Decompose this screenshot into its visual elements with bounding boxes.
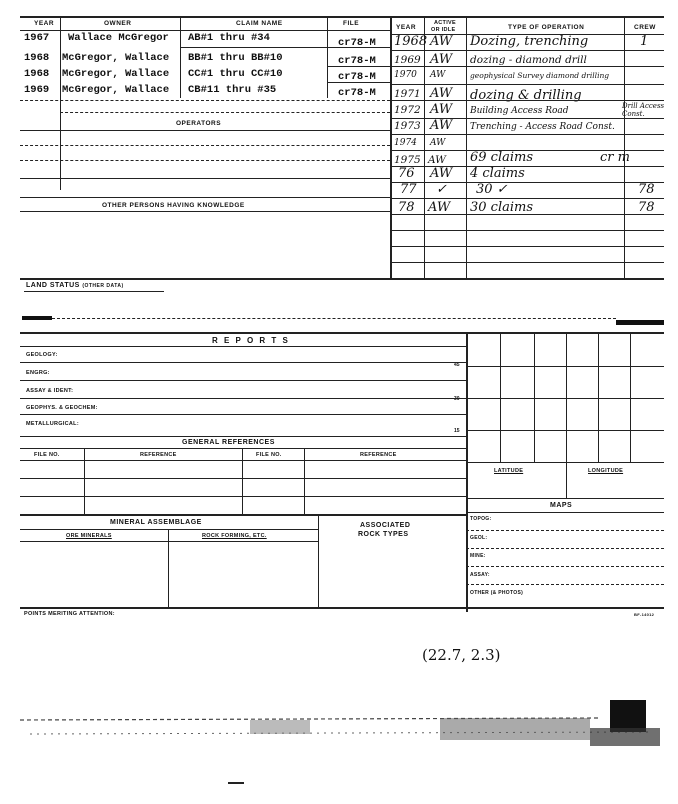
activity-year: 1969: [394, 54, 421, 66]
mineral-assemblage-label: MINERAL ASSEMBLAGE: [110, 519, 202, 526]
report-mark: 15: [454, 428, 460, 434]
refs-col-divider: [84, 448, 85, 514]
associated-label: ASSOCIATED: [360, 522, 411, 529]
ore-minerals-label: ORE MINERALS: [66, 533, 112, 539]
claim-name: AB#1 thru #34: [188, 32, 270, 44]
grid-line: [500, 332, 501, 462]
refs-header-reference: REFERENCE: [360, 452, 397, 458]
grid-line: [466, 462, 664, 463]
grid-line: [598, 332, 599, 462]
scan-mark: [22, 316, 52, 320]
activity-status: AW: [430, 118, 453, 133]
land-status-title: LAND STATUS: [26, 282, 80, 289]
rock-types-label: ROCK TYPES: [358, 531, 409, 538]
activity-type: dozing & drilling: [470, 88, 582, 103]
activity-crew: 1: [640, 34, 649, 49]
rock-forming-label: ROCK FORMING, ETC.: [202, 533, 267, 539]
activity-rule: [390, 182, 664, 183]
row-rule: [180, 47, 390, 48]
report-mark: 45: [454, 362, 460, 368]
claim-owner: Wallace McGregor: [68, 32, 169, 44]
activity-status: AW: [430, 138, 446, 148]
top-border: [20, 16, 664, 18]
scan-noise: [0, 690, 678, 800]
refs-rule: [20, 496, 466, 497]
col-divider: [180, 18, 181, 98]
top-section-bottom: [20, 278, 664, 280]
maps-header-rule: [466, 512, 664, 513]
report-rule: [20, 398, 466, 399]
form-number: BF-14012: [634, 612, 655, 617]
claims-header-claim-name: CLAIM NAME: [236, 20, 283, 27]
other-persons-label: OTHER PERSONS HAVING KNOWLEDGE: [102, 202, 245, 209]
col-divider: [60, 18, 61, 130]
claim-file: cr78-M: [338, 37, 376, 49]
activity-rule: [390, 50, 664, 51]
report-engrg: ENGRG:: [26, 370, 50, 376]
reports-top-border: [20, 332, 664, 334]
activity-status: ✓: [436, 182, 447, 197]
report-geology: GEOLOGY:: [26, 352, 58, 358]
operators-line: [20, 160, 390, 161]
activity-header-idle: OR IDLE: [431, 27, 456, 33]
maps-rule: [466, 584, 664, 585]
refs-header-file-no: FILE NO.: [34, 452, 60, 458]
mineral-header-rule: [20, 541, 318, 542]
general-refs-label: GENERAL REFERENCES: [182, 439, 275, 446]
activity-header-crew: CREW: [634, 24, 656, 31]
land-status-sub: (OTHER DATA): [82, 283, 124, 289]
reports-label: R E P O R T S: [212, 336, 290, 345]
claim-year: 1969: [24, 84, 50, 96]
activity-header-active: ACTIVE: [434, 20, 456, 26]
scan-mark: [616, 320, 664, 325]
operators-line: [20, 145, 390, 146]
general-refs-rule: [20, 448, 466, 449]
other-persons-rule: [20, 211, 390, 212]
other-persons-top-rule: [20, 197, 390, 198]
report-rule: [20, 414, 466, 415]
claim-year: 1968: [24, 68, 50, 80]
grid-line: [466, 398, 664, 399]
land-status-label: [26, 282, 124, 289]
refs-rule: [20, 460, 466, 461]
activity-rule: [390, 100, 664, 101]
bottom-border: [20, 607, 664, 609]
activity-year: 76: [398, 166, 415, 181]
claims-header-owner: OWNER: [104, 20, 132, 27]
activity-rule: [390, 150, 664, 151]
main-divider: [390, 16, 392, 278]
activity-type: Building Access Road: [470, 106, 569, 116]
refs-col-divider: [242, 448, 243, 514]
activity-status: AW: [428, 154, 446, 166]
activity-year: 1970: [394, 70, 417, 80]
grid-line: [466, 430, 664, 431]
activity-crew: Drill Access Const.: [622, 102, 665, 118]
claim-year: 1968: [24, 52, 50, 64]
claim-owner: McGregor, Wallace: [62, 84, 170, 96]
claim-file: cr78-M: [338, 87, 376, 99]
activity-status: AW: [430, 102, 453, 117]
maps-rule: [466, 530, 664, 531]
activity-type: Trenching - Access Road Const.: [470, 122, 615, 132]
activity-type: dozing - diamond drill: [470, 54, 587, 66]
activity-year: 1971: [394, 88, 421, 100]
grid-line: [630, 332, 631, 462]
activity-header-type: TYPE OF OPERATION: [508, 24, 585, 31]
activity-status: AW: [430, 52, 453, 67]
activity-year: 1968: [394, 34, 428, 49]
operators-rule: [20, 130, 390, 131]
activity-rule: [390, 118, 664, 119]
claims-header-year: YEAR: [34, 20, 55, 27]
col-divider: [327, 18, 328, 98]
activity-type: geophysical Survey diamond drilling: [470, 71, 610, 80]
refs-header-reference: REFERENCE: [140, 452, 177, 458]
maps-topog: TOPOG:: [470, 516, 492, 522]
claim-file: cr78-M: [338, 71, 376, 83]
activity-year: 78: [398, 200, 415, 215]
activity-rule: [390, 84, 664, 85]
activity-status: AW: [430, 86, 453, 101]
refs-header-file-no: FILE NO.: [256, 452, 282, 458]
latlong-divider: [566, 462, 567, 498]
maps-rule: [466, 566, 664, 567]
claims-header-file: FILE: [343, 20, 360, 27]
activity-year: 1974: [394, 138, 417, 148]
activity-crew: 78: [638, 200, 655, 215]
activity-rule: [390, 246, 664, 247]
maps-rule: [466, 548, 664, 549]
activity-type: 30 claims: [470, 200, 534, 215]
activity-year: 77: [400, 182, 417, 197]
activity-rule: [390, 166, 664, 167]
land-status-underline: [24, 291, 164, 292]
activity-type: 30 ✓: [476, 182, 508, 197]
activity-year: 1973: [394, 120, 421, 132]
mineral-rule: [20, 529, 318, 530]
claim-name: BB#1 thru BB#10: [188, 52, 283, 64]
claim-name: CB#11 thru #35: [188, 84, 277, 96]
grid-line: [566, 332, 567, 462]
mineral-col-divider: [318, 514, 319, 607]
report-mark: 30: [454, 396, 460, 402]
general-refs-top: [20, 436, 466, 437]
col-divider: [424, 16, 425, 278]
activity-status: AW: [430, 34, 453, 49]
activity-crew: 78: [638, 182, 655, 197]
grid-line: [466, 366, 664, 367]
maps-label: MAPS: [550, 502, 573, 509]
activity-rule: [390, 134, 664, 135]
handwritten-coordinates: (22.7, 2.3): [422, 646, 501, 664]
claim-name: CC#1 thru CC#10: [188, 68, 283, 80]
report-rule: [20, 380, 466, 381]
claim-owner: McGregor, Wallace: [62, 68, 170, 80]
col-divider: [60, 130, 61, 190]
activity-rule: [390, 262, 664, 263]
activity-header-year: YEAR: [396, 24, 417, 31]
activity-status: AW: [430, 70, 446, 80]
activity-year: 1972: [394, 104, 421, 116]
claim-file: cr78-M: [338, 55, 376, 67]
claim-year: 1967: [24, 32, 50, 44]
report-assay: ASSAY & IDENT:: [26, 388, 74, 394]
col-divider: [624, 16, 625, 278]
activity-rule: [390, 230, 664, 231]
claim-owner: McGregor, Wallace: [62, 52, 170, 64]
refs-rule: [20, 478, 466, 479]
operators-line: [20, 178, 390, 179]
activity-status: AW: [430, 166, 453, 181]
activity-rule: [390, 214, 664, 215]
points-meriting-label: POINTS MERITING ATTENTION:: [24, 611, 115, 617]
maps-other: OTHER (& PHOTOS): [470, 590, 524, 596]
report-rule: [20, 362, 466, 363]
activity-crew: cr m: [600, 150, 630, 165]
row-rule: [327, 82, 390, 83]
longitude-label: LONGITUDE: [588, 468, 624, 474]
row-rule: [327, 66, 390, 67]
col-divider: [466, 16, 467, 278]
activity-year: 1975: [394, 154, 421, 166]
activity-status: AW: [428, 200, 451, 215]
activity-type: 4 claims: [470, 166, 525, 181]
mineral-top-border: [20, 514, 466, 516]
operators-label: OPERATORS: [176, 120, 222, 127]
claims-header-rule: [20, 30, 390, 31]
reports-header-rule: [20, 346, 466, 347]
maps-geol: GEOL:: [470, 535, 488, 541]
row-rule: [60, 112, 390, 113]
row-rule: [20, 100, 390, 101]
grid-line: [534, 332, 535, 462]
maps-mine: MINE:: [470, 553, 486, 559]
activity-rule: [390, 198, 664, 199]
land-status-line: [52, 318, 616, 319]
reports-right-divider: [466, 332, 468, 612]
maps-top-rule: [466, 498, 664, 499]
report-metallurgical: METALLURGICAL:: [26, 421, 79, 427]
latitude-label: LATITUDE: [494, 468, 524, 474]
activity-type: 69 claims: [470, 150, 534, 165]
activity-type: Dozing, trenching: [470, 34, 589, 49]
report-geophys: GEOPHYS. & GEOCHEM:: [26, 405, 98, 411]
maps-assay: ASSAY:: [470, 572, 490, 578]
refs-col-divider: [304, 448, 305, 514]
activity-rule: [390, 66, 664, 67]
